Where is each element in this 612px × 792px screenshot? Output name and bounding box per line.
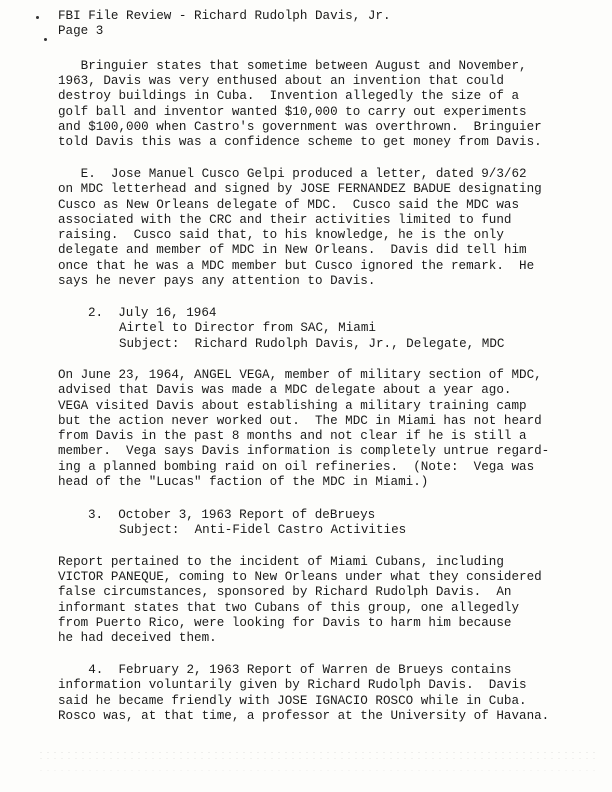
paragraph-line: associated with the CRC and their activities limited to fund [58,213,512,227]
paragraph-line: once that he was a MDC member but Cusco ignored the remark. He [58,259,535,273]
paragraph-line: information voluntarily given by Richard Rudolph Davis. Davis [58,678,527,692]
paragraph-line: from Davis in the past 8 months and not clear if he is still a [58,429,527,443]
item-subject: Subject: Anti-Fidel Castro Activities [119,523,407,537]
paragraph-line: informant states that two Cubans of this group, one allegedly [58,601,520,615]
item-heading: 3. October 3, 1963 Report of deBrueys [88,508,376,522]
paragraph-line: E. Jose Manuel Cusco Gelpi produced a letter, dated 9/3/62 [58,167,527,181]
paragraph-line: raising. Cusco said that, to his knowledge, he is the only [58,228,504,242]
paragraph-line: from Puerto Rico, were looking for Davis to harm him because [58,616,512,630]
scan-noise [40,752,600,753]
scan-noise [40,758,600,759]
paragraph-line: told Davis this was a confidence scheme to get money from Davis. [58,135,542,149]
scan-speck [36,16,39,19]
paragraph-line: and $100,000 when Castro's government was overthrown. Bringuier [58,120,542,134]
paragraph-line: Bringuier states that sometime between August and November, [58,59,527,73]
paragraph-line: Cusco as New Orleans delegate of MDC. Cusco said the MDC was [58,198,520,212]
item-subline: Airtel to Director from SAC, Miami [119,321,376,335]
paragraph-line: Rosco was, at that time, a professor at the University of Havana. [58,709,550,723]
paragraph-line: Report pertained to the incident of Miami Cubans, including [58,555,504,569]
paragraph-line: but the action never worked out. The MDC in Miami has not heard [58,414,542,428]
paragraph-line: advised that Davis was made a MDC delegate about a year ago. [58,383,512,397]
document-header-page: Page 3 [58,24,104,38]
paragraph-line: member. Vega says Davis information is completely untrue regard- [58,444,550,458]
document-header-title: FBI File Review - Richard Rudolph Davis, Jr. [58,9,391,23]
paragraph-line: VICTOR PANEQUE, coming to New Orleans under what they considered [58,570,542,584]
paragraph-line: golf ball and inventor wanted $10,000 to carry out experiments [58,105,527,119]
paragraph-line: says he never pays any attention to Davis. [58,274,376,288]
paragraph-line: delegate and member of MDC in New Orleans. Davis did tell him [58,243,527,257]
paragraph-line: 4. February 2, 1963 Report of Warren de Brueys contains [58,663,512,677]
scan-speck [44,38,47,41]
item-subject: Subject: Richard Rudolph Davis, Jr., Delegate, MDC [119,337,505,351]
paragraph-line: ing a planned bombing raid on oil refineries. (Note: Vega was [58,460,535,474]
paragraph-line: he had deceived them. [58,631,217,645]
paragraph-line: head of the "Lucas" faction of the MDC in Miami.) [58,475,429,489]
paragraph-line: On June 23, 1964, ANGEL VEGA, member of military section of MDC, [58,368,542,382]
scan-noise [40,770,600,771]
paragraph-line: false circumstances, sponsored by Richard Rudolph Davis. An [58,585,512,599]
paragraph-line: destroy buildings in Cuba. Invention allegedly the size of a [58,89,520,103]
paragraph-line: VEGA visited Davis about establishing a military training camp [58,399,527,413]
paragraph-line: on MDC letterhead and signed by JOSE FERNANDEZ BADUE designating [58,182,542,196]
paragraph-line: said he became friendly with JOSE IGNACIO ROSCO while in Cuba. [58,694,527,708]
paragraph-line: 1963, Davis was very enthused about an invention that could [58,74,504,88]
item-heading: 2. July 16, 1964 [88,306,217,320]
